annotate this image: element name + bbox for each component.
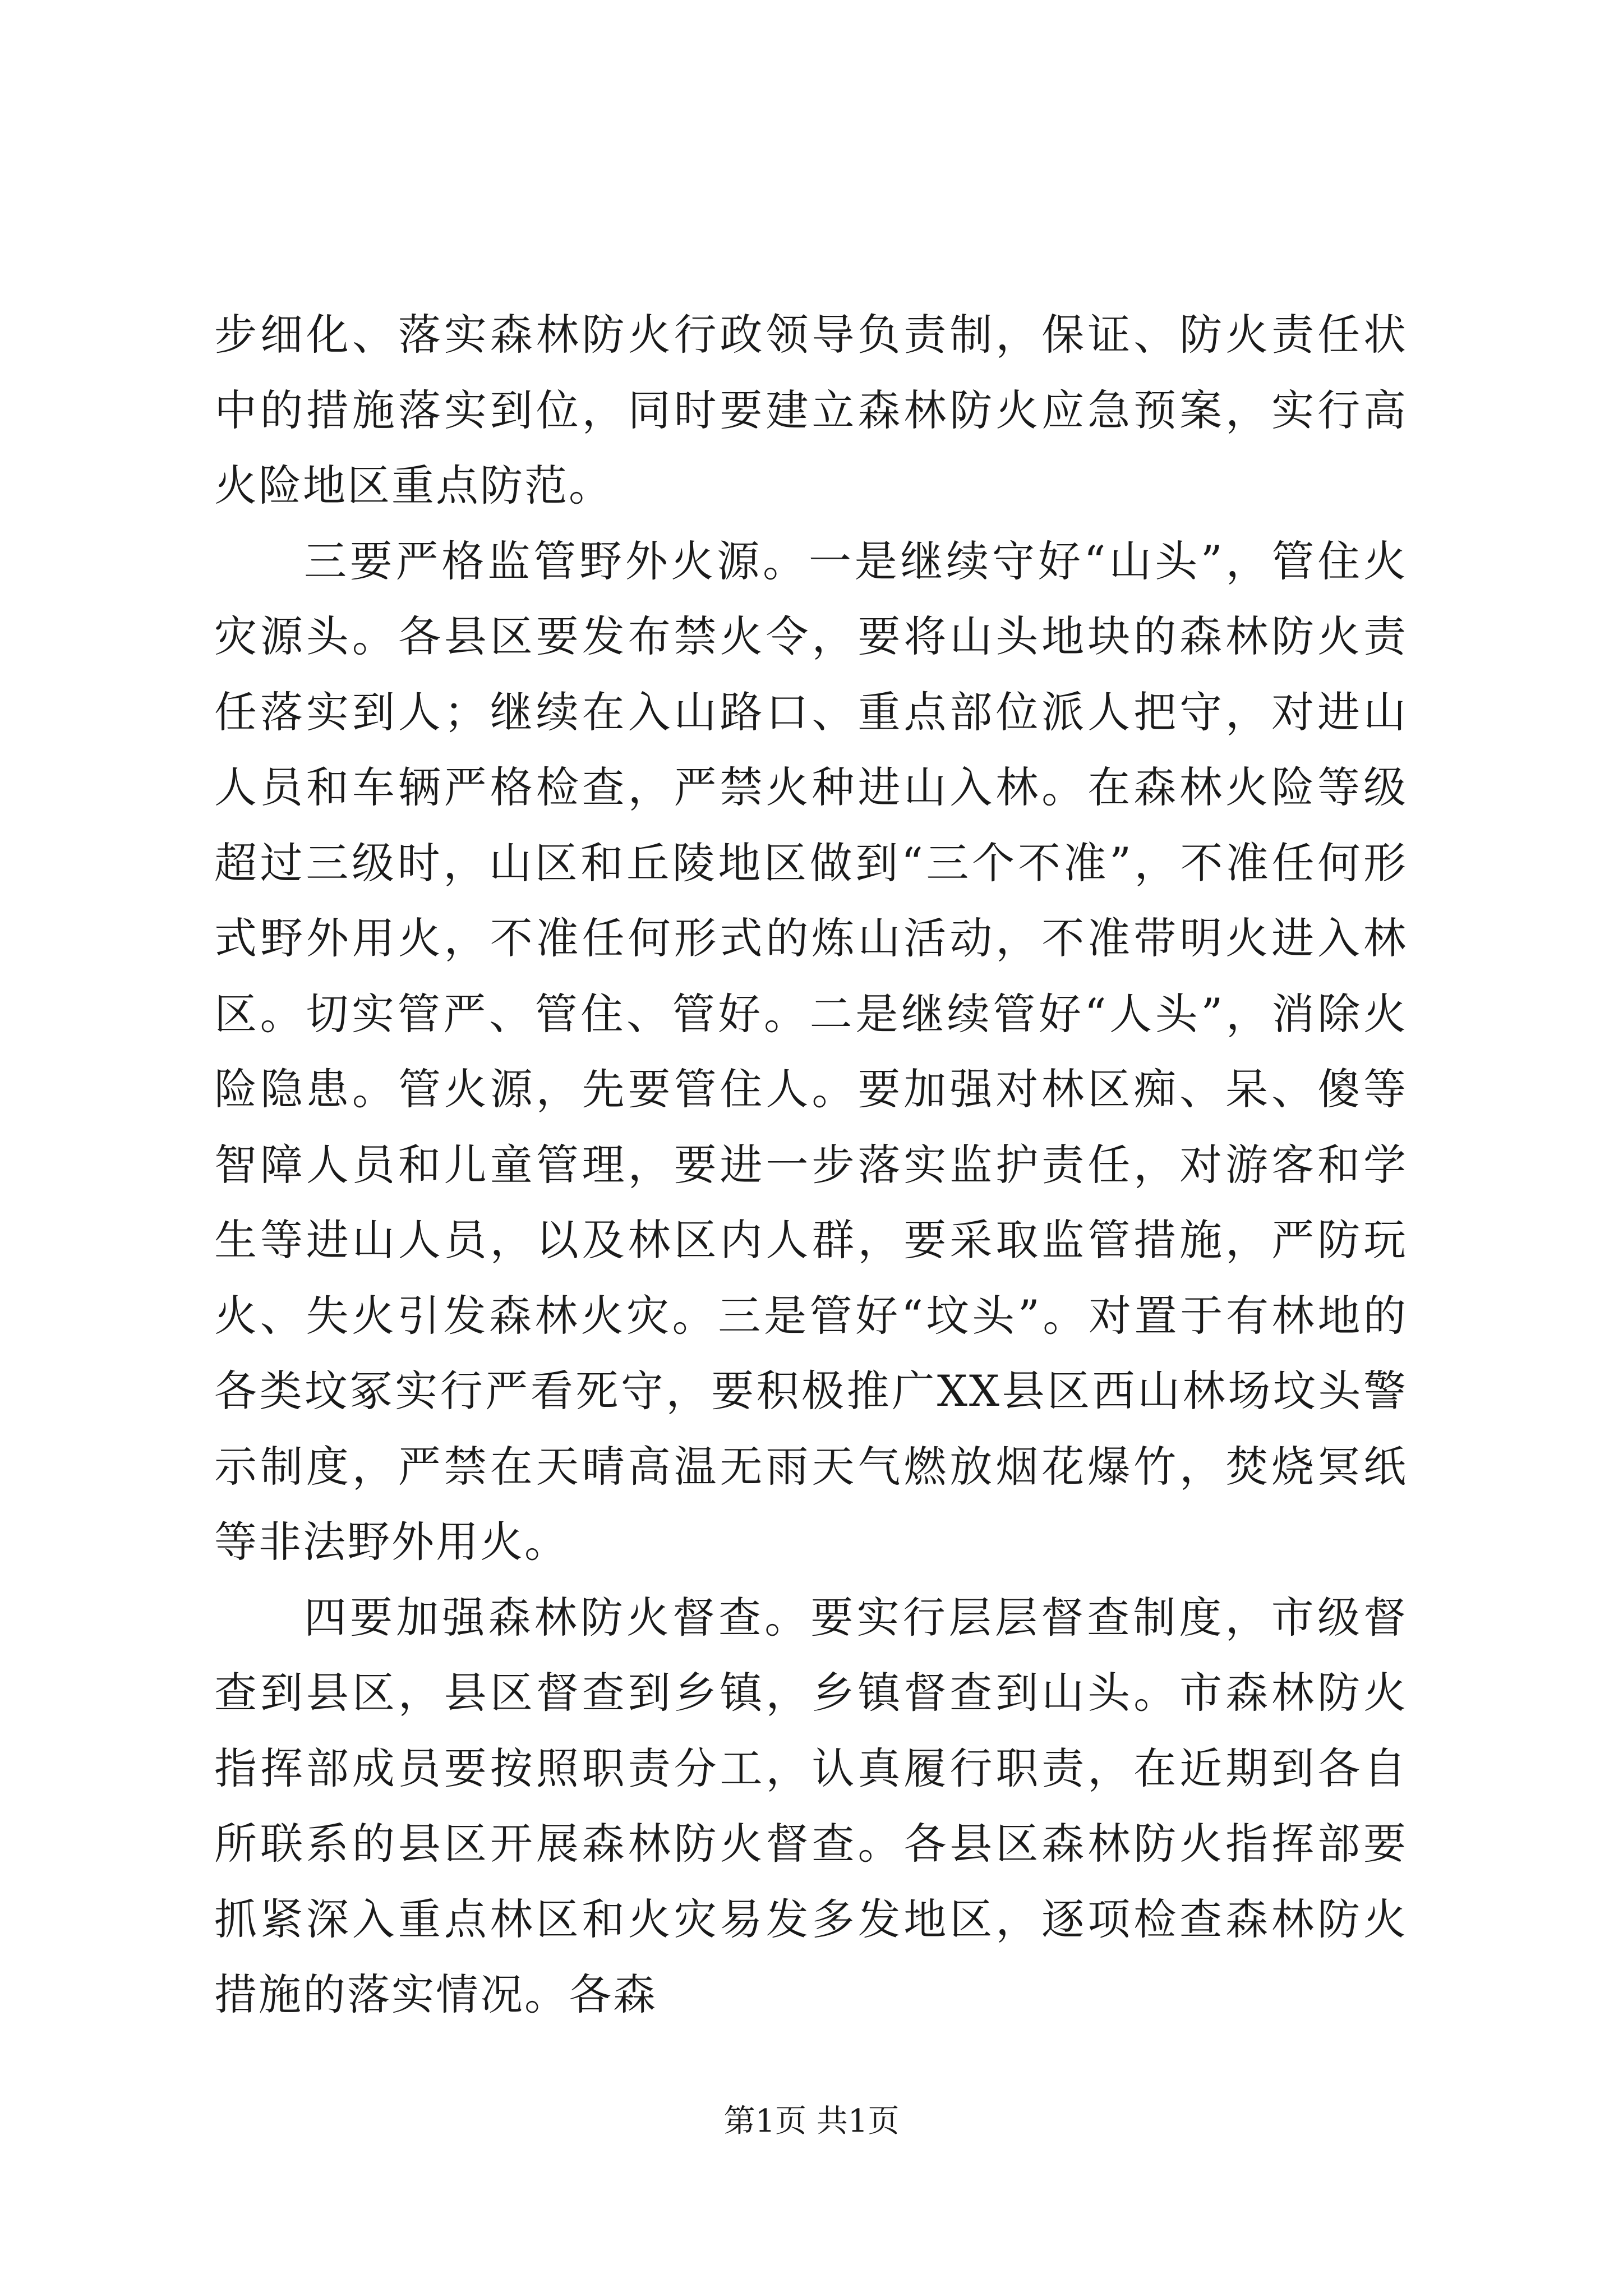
paragraph-continuation: 步细化、落实森林防火行政领导负责制，保证、防火责任状中的措施落实到位，同时要建立森林防火应急预案，实行高火险地区重点防范。	[214, 310, 1408, 510]
page-footer: 第1页 共1页	[723, 2103, 900, 2139]
document-body	[214, 297, 1408, 2033]
paragraph-fire-source-supervision: 三要严格监管野外火源。一是继续守好“山头”，管住火灾源头。各县区要发布禁火令，要将山头地块的森林防火责任落实到人；继续在入山路口、重点部位派人把守，对进山人员和车辆严格检查，严禁火种进山入林。在森林火险等级超过三级时，山区和丘陵地区做到“三个不准”，不准任何形式野外用火，不准任何形式的炼山活动，不准带明火进入林区。切实管严、管住、管好。二是继续管好“人头”，消除火险隐患。管火源，先要管住人。要加强对林区痴、呆、傻等智障人员和儿童管理，要进一步落实监护责任，对游客和学生等进山人员，以及林区内人群，要采取监管措施，严防玩火、失火引发森林火灾。三是管好“坟头”。对置于有林地的各类坟冢实行严看死守，要积极推广XX县区西山林场坟头警示制度，严禁在天晴高温无雨天气燃放烟花爆竹，焚烧冥纸等非法野外用火。	[214, 536, 1408, 1567]
paragraph-fire-prevention-inspection: 四要加强森林防火督查。要实行层层督查制度，市级督查到县区，县区督查到乡镇，乡镇督查到山头。市森林防火指挥部成员要按照职责分工，认真履行职责，在近期到各自所联系的县区开展森林防火督查。各县区森林防火指挥部要抓紧深入重点林区和火灾易发多发地区，逐项检查森林防火措施的落实情况。各森	[214, 1592, 1408, 2019]
